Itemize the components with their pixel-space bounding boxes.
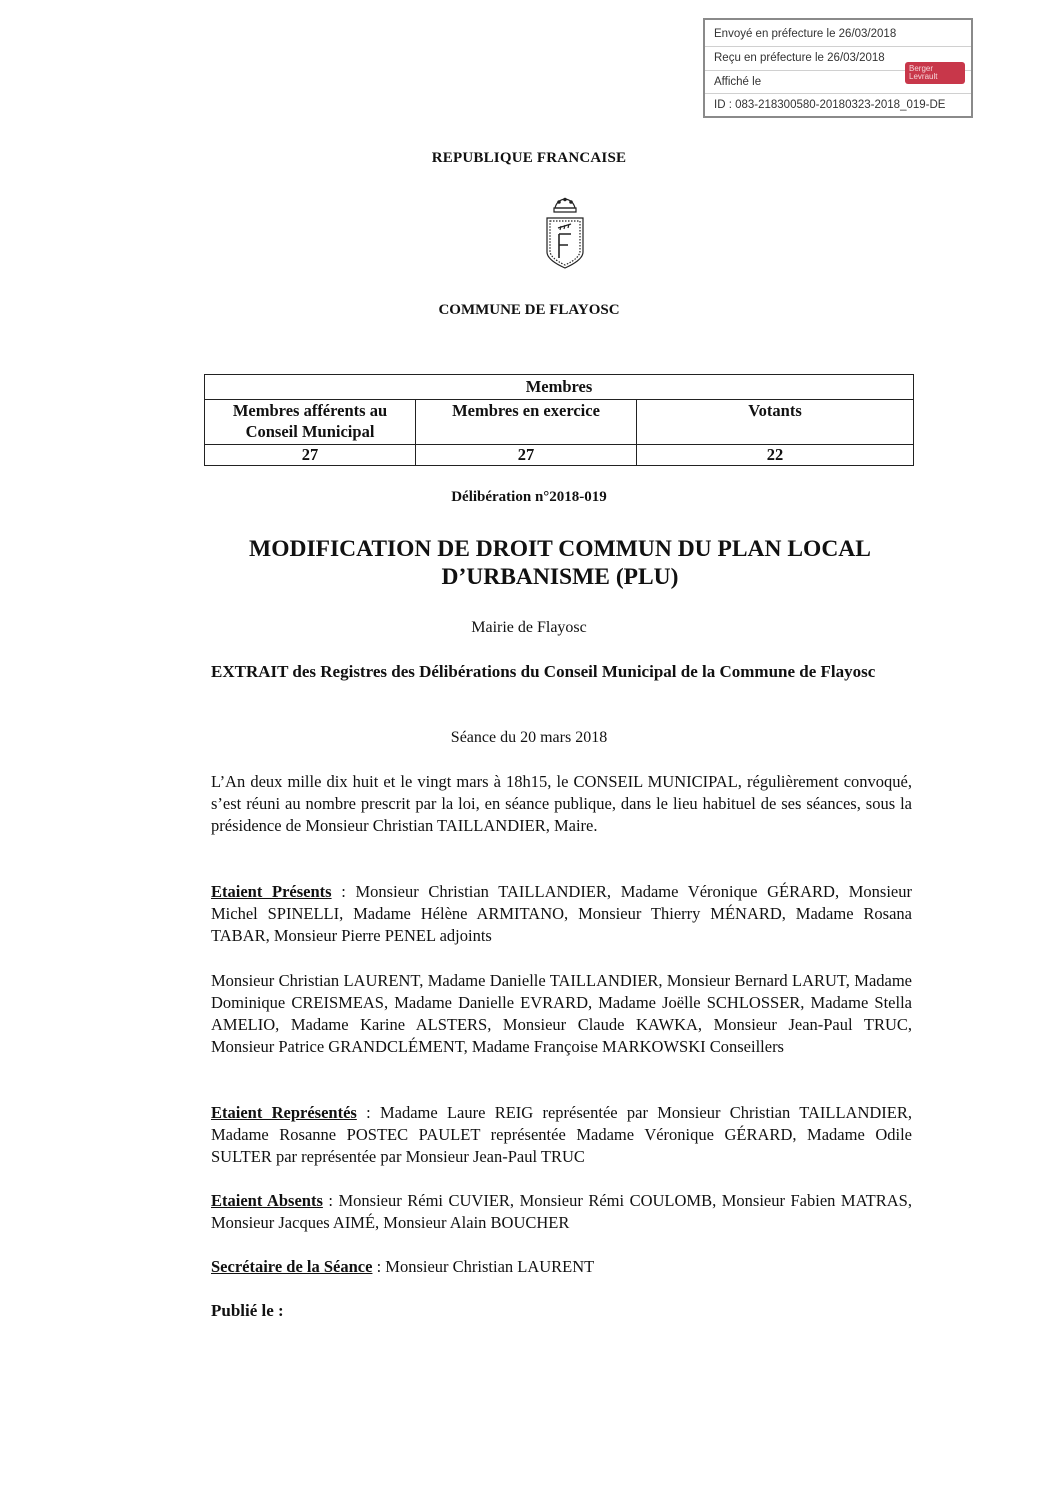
members-group-header: Membres [205, 375, 914, 400]
represented-paragraph [211, 1102, 912, 1168]
extrait-bold: EXTRAIT [211, 662, 289, 681]
value-en-exercice: 27 [416, 445, 637, 466]
intro-paragraph: L’An deux mille dix huit et le vingt mars à 18h15, le CONSEIL MUNICIPAL, régulièrement convoqué, s’est réuni au nombre prescrit par la loi, en séance publique, dans le lieu habituel de ses séances, sous la présidence de Monsieur Christian TAILLANDIER, Maire. [211, 772, 912, 835]
secretary-text: : Monsieur Christian LAURENT [372, 1257, 595, 1276]
stamp-received-date: Reçu en préfecture le 26/03/2018 [714, 52, 885, 64]
stamp-sent-date: Envoyé en préfecture le 26/03/2018 [714, 28, 897, 40]
secretary-label: Secrétaire de la Séance [211, 1257, 373, 1276]
value-votants: 22 [637, 445, 914, 466]
extrait-rest: des Registres des Délibérations du Conseil Municipal de la Commune de Flayosc [288, 662, 876, 681]
extrait-heading [211, 660, 912, 684]
berger-levrault-logo-icon [905, 62, 965, 84]
column-header-en-exercice: Membres en exercice [416, 400, 637, 445]
stamp-divider [705, 46, 971, 47]
column-header-afferents: Membres afférents au Conseil Municipal [205, 400, 416, 445]
mairie-line: Mairie de Flayosc [471, 619, 587, 636]
absent-paragraph [211, 1190, 912, 1234]
value-afferents: 27 [205, 445, 416, 466]
stamp-posted: Affiché le [714, 76, 762, 88]
logo-line-1: Berger [909, 64, 934, 73]
presents-label: Etaient Présents [211, 882, 332, 901]
seance-date: Séance du 20 mars 2018 [450, 729, 608, 746]
document-title: MODIFICATION DE DROIT COMMUN DU PLAN LOCAL D’URBANISME (PLU) [249, 536, 871, 590]
published-line: Publié le : [211, 1301, 284, 1320]
members-table [204, 374, 914, 466]
logo-line-2: Levrault [909, 72, 938, 81]
republic-heading: REPUBLIQUE FRANCAISE [431, 150, 627, 166]
conseillers-paragraph: Monsieur Christian LAURENT, Madame Danielle TAILLANDIER, Monsieur Bernard LARUT, Madame Dominique CREISMEAS, Madame Danielle EVRARD, Madame Joëlle SCHLOSSER, Madame Stella AMELIO, Madame Karine ALSTERS, Monsieur Claude KAWKA, Monsieur Jean-Paul TRUC, Monsieur Patrice GRANDCLÉMENT, Madame Françoise MARKOWSKI Conseillers [211, 971, 912, 1056]
column-header-votants: Votants [637, 400, 914, 445]
absent-label: Etaient Absents [211, 1191, 323, 1210]
presents-paragraph [211, 881, 912, 947]
presents-text: : Monsieur Christian TAILLANDIER, Madame Véronique GÉRARD, Monsieur Michel SPINELLI, Madame Hélène ARMITANO, Monsieur Thierry MÉNARD, Madame Rosana TABAR, Monsieur Pierre PENEL adjoints [211, 882, 912, 945]
absent-text: : Monsieur Rémi CUVIER, Monsieur Rémi COULOMB, Monsieur Fabien MATRAS, Monsieur Jacques AIMÉ, Monsieur Alain BOUCHER [211, 1191, 912, 1232]
represented-text: : Madame Laure REIG représentée par Monsieur Christian TAILLANDIER, Madame Rosanne POSTEC PAULET représentée Madame Véronique GÉRARD, Madame Odile SULTER par représentée par Monsieur Jean-Paul TRUC [211, 1103, 912, 1166]
stamp-id: ID : 083-218300580-20180323-2018_019-DE [714, 99, 946, 111]
stamp-divider [705, 93, 971, 94]
deliberation-number: Délibération n°2018-019 [451, 489, 607, 505]
commune-heading: COMMUNE DE FLAYOSC [438, 302, 620, 318]
represented-label: Etaient Représentés [211, 1103, 357, 1122]
secretary-paragraph [211, 1256, 912, 1278]
prefecture-stamp [703, 18, 973, 118]
coat-of-arms-icon [543, 196, 587, 270]
